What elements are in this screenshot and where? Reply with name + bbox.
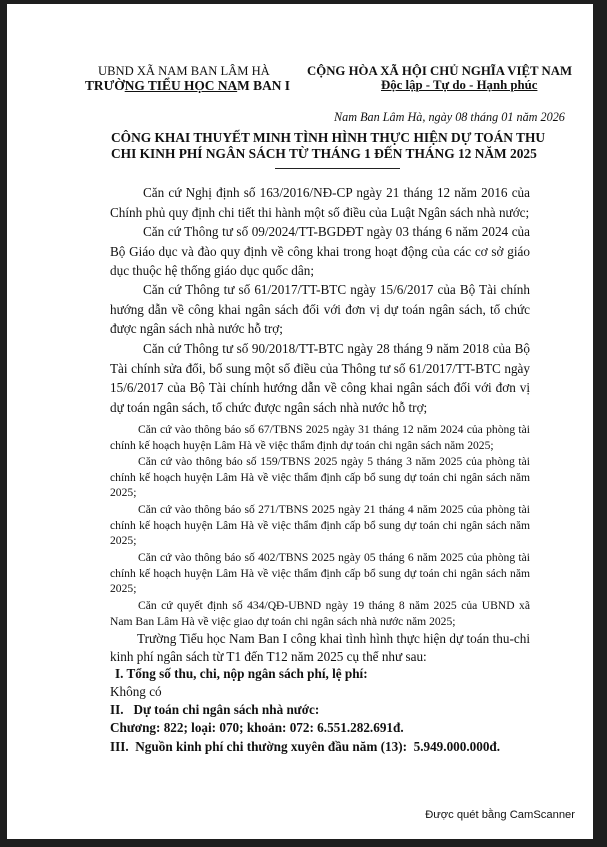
paragraph-text: Căn cứ vào thông báo số 67/TBNS 2025 ngày 31 tháng 12 năm 2024 của phòng tài chính kế hoạch huyện Lâm Hà về việc thẩm định dự toán chi ngân sách năm 2025; <box>110 423 530 452</box>
section-2-body: Chương: 822; loại: 070; khoản: 072: 6.551.282.691đ. <box>110 720 404 735</box>
paragraph-text: Căn cứ vào thông báo số 402/TBNS 2025 ngày 05 tháng 6 năm 2025 của phòng tài chính kế hoạch huyện Lâm Hà về việc thẩm định cấp bổ sung dự toán chi ngân sách năm 2025; <box>110 551 530 596</box>
national-motto: Độc lập - Tự do - Hạnh phúc <box>381 78 538 92</box>
paragraph-text: Trường Tiểu học Nam Ban I công khai tình hình thực hiện dự toán thu-chi kinh phí ngân sách từ T1 đến T12 năm 2025 cụ thể như sau: <box>110 631 530 664</box>
school-name-part: M BAN I <box>237 78 290 93</box>
section-1-body: Không có <box>110 684 162 699</box>
section-3-heading: III. Nguồn kinh phí chi thường xuyên đầu năm (13): 5.949.000.000đ. <box>110 739 501 754</box>
school-name-underlined: NG TIỂU HỌC NA <box>124 78 238 93</box>
notice-paragraph <box>110 502 530 549</box>
title-line-1: CÔNG KHAI THUYẾT MINH TÌNH HÌNH THỰC HIỆN DỰ TOÁN THU <box>111 130 546 145</box>
paragraph-text: Căn cứ vào thông báo số 271/TBNS 2025 ngày 21 tháng 4 năm 2025 của phòng tài chính kế hoạch huyện Lâm Hà về việc thẩm định cấp bổ sung dự toán chi ngân sách năm 2025; <box>110 503 530 548</box>
issuing-authority: UBND XÃ NAM BAN LÂM HÀ <box>98 64 270 78</box>
legal-basis-paragraph <box>110 280 530 339</box>
decision-paragraph <box>110 598 530 629</box>
paragraph-text: Căn cứ quyết định số 434/QĐ-UBND ngày 19 tháng 8 năm 2025 của UBND xã Nam Ban Lâm Hà về việc giao dự toán chi ngân sách nhà nước năm 2025; <box>110 599 530 628</box>
paragraph-text: Căn cứ Thông tư số 90/2018/TT-BTC ngày 28 tháng 9 năm 2018 của Bộ Tài chính sửa đổi, bổ sung một số điều của Thông tư số 61/2017/TT-BTC ngày 15/6/2017 của Bộ Tài chính hướng dẫn về công khai ngân sách đối với đơn vị dự toán ngân sách, tổ chức được ngân sách nhà nước hỗ trợ; <box>110 341 530 415</box>
paragraph-text: Căn cứ Thông tư số 61/2017/TT-BTC ngày 15/6/2017 của Bộ Tài chính hướng dẫn về công khai ngân sách đối với đơn vị dự toán ngân sách, tổ chức được ngân sách nhà nước hỗ trợ; <box>110 282 530 337</box>
camscanner-watermark: Được quét bằng CamScanner <box>425 809 575 821</box>
intro-paragraph <box>110 630 530 665</box>
section-2-heading: II. Dự toán chi ngân sách nhà nước: <box>110 702 320 717</box>
document-page <box>7 4 593 839</box>
paragraph-text: Căn cứ Nghị định số 163/2016/NĐ-CP ngày 21 tháng 12 năm 2016 của Chính phủ quy định chi tiết thi hành một số điều của Luật Ngân sách nhà nước; <box>110 185 530 220</box>
school-name-part: TRƯỜ <box>85 78 125 93</box>
paragraph-text: Căn cứ vào thông báo số 159/TBNS 2025 ngày 5 tháng 3 năm 2025 của phòng tài chính kế hoạch huyện Lâm Hà về việc thẩm định cấp bổ sung dự toán chi ngân sách năm 2025; <box>110 455 530 500</box>
paragraph-text: Căn cứ Thông tư số 09/2024/TT-BGDĐT ngày 03 tháng 6 năm 2024 của Bộ Giáo dục và đào quy định về công khai trong hoạt động của các cơ sở giáo dục thuộc hệ thống giáo dục quốc dân; <box>110 224 530 279</box>
notice-paragraph <box>110 422 530 453</box>
place-date: Nam Ban Lâm Hà, ngày 08 tháng 01 năm 2026 <box>334 110 565 124</box>
notice-paragraph <box>110 454 530 501</box>
title-underline <box>275 168 400 169</box>
national-title: CỘNG HÒA XÃ HỘI CHỦ NGHĨA VIỆT NAM <box>307 64 573 78</box>
section-1-heading: I. Tổng số thu, chi, nộp ngân sách phí, lệ phí: <box>115 666 368 681</box>
legal-basis-paragraph <box>110 183 530 222</box>
notice-paragraph <box>110 550 530 597</box>
document-title <box>111 130 545 162</box>
legal-basis-paragraph <box>110 222 530 281</box>
school-name <box>85 78 290 94</box>
title-line-2: CHI KINH PHÍ NGÂN SÁCH TỪ THÁNG 1 ĐẾN THÁNG 12 NĂM 2025 <box>111 146 537 161</box>
legal-basis-paragraph <box>110 339 530 417</box>
